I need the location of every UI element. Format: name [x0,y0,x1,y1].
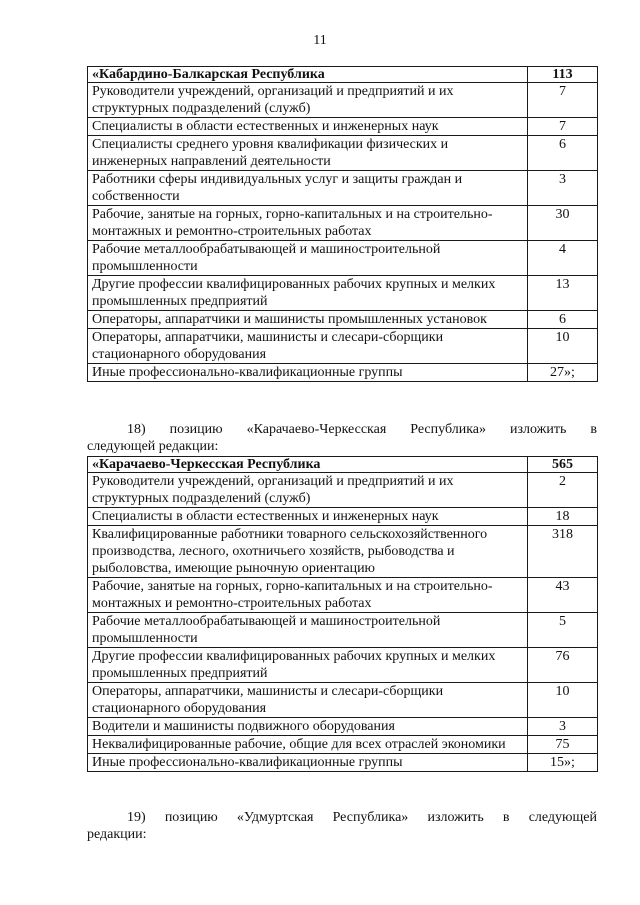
row-value: 4 [528,241,598,276]
row-label: Специалисты в области естественных и инженерных наук [88,508,528,526]
row-value: 10 [528,683,598,718]
table-row [88,648,598,683]
table-total: 565 [528,457,598,473]
paragraph-word: следующей [528,810,597,825]
row-value: 75 [528,736,598,754]
table-title: «Кабардино-Балкарская Республика [88,67,528,83]
row-label: Другие профессии квалифицированных рабочих крупных и мелких промышленных предприятий [88,648,528,683]
row-label: Другие профессии квалифицированных рабочих крупных и мелких промышленных предприятий [88,276,528,311]
table-row [88,578,598,613]
row-label: Специалисты среднего уровня квалификации физических и инженерных направлений деятельности [88,136,528,171]
paragraph-word: «Карачаево-Черкесская [246,422,387,437]
kabardino-balkaria-table [87,66,598,382]
row-label: Работники сферы индивидуальных услуг и защиты граждан и собственности [88,171,528,206]
row-label: Рабочие металлообрабатывающей и машиностроительной промышленности [88,613,528,648]
paragraph-word: в [590,422,597,437]
row-value: 76 [528,648,598,683]
row-value: 27»; [528,364,598,382]
row-value: 18 [528,508,598,526]
table-row [88,508,598,526]
row-value: 318 [528,526,598,578]
row-value: 7 [528,83,598,118]
row-value: 2 [528,473,598,508]
table-row [88,329,598,364]
table-row [88,206,598,241]
row-label: Рабочие металлообрабатывающей и машиностроительной промышленности [88,241,528,276]
table-title: «Карачаево-Черкесская Республика [88,457,528,473]
paragraph-word: позицию [164,810,218,825]
paragraph-word: изложить [427,810,484,825]
row-label: Операторы, аппаратчики, машинисты и слесари-сборщики стационарного оборудования [88,329,528,364]
row-value: 3 [528,718,598,736]
table-header-row [88,457,598,473]
row-value: 7 [528,118,598,136]
paragraph-word: позицию [169,422,223,437]
table-row [88,136,598,171]
paragraph-word: в [502,810,510,825]
paragraph-word: Республика» [332,810,409,825]
row-value: 43 [528,578,598,613]
table-row [88,718,598,736]
table-row [88,118,598,136]
row-value: 10 [528,329,598,364]
page-number: 11 [313,33,327,48]
table-row [88,473,598,508]
row-label: Руководители учреждений, организаций и предприятий и их структурных подразделений (служб) [88,83,528,118]
table-header-row [88,67,598,83]
paragraph-word: 19) [127,810,146,825]
table-row [88,754,598,772]
paragraph-word: «Удмуртская [236,810,314,825]
row-label: Операторы, аппаратчики, машинисты и слесари-сборщики стационарного оборудования [88,683,528,718]
table-row [88,683,598,718]
karachay-cherkessia-table [87,456,598,772]
row-value: 6 [528,136,598,171]
row-label: Иные профессионально-квалификационные группы [88,754,528,772]
paragraph-line [87,809,597,826]
table-row [88,613,598,648]
row-label: Рабочие, занятые на горных, горно-капитальных и на строительно-монтажных и ремонтно-строительных работах [88,206,528,241]
table-row [88,83,598,118]
table-row [88,526,598,578]
row-value: 15»; [528,754,598,772]
table-row [88,276,598,311]
row-label: Водители и машинисты подвижного оборудования [88,718,528,736]
row-value: 13 [528,276,598,311]
table-row [88,241,598,276]
paragraph-line: редакции: [87,827,147,842]
row-value: 6 [528,311,598,329]
table-row [88,736,598,754]
row-label: Неквалифицированные рабочие, общие для всех отраслей экономики [88,736,528,754]
table-total: 113 [528,67,598,83]
table-row [88,364,598,382]
row-label: Квалифицированные работники товарного сельскохозяйственного производства, лесного, охотничьего хозяйств, рыбоводства и рыболовства, имеющие рыночную ориентацию [88,526,528,578]
row-value: 3 [528,171,598,206]
paragraph-word: Республика» [410,422,487,437]
paragraph-word: изложить [510,422,567,437]
paragraph-19 [87,809,597,843]
paragraph-line [87,421,597,438]
table-row [88,311,598,329]
table-row [88,171,598,206]
row-value: 30 [528,206,598,241]
row-label: Иные профессионально-квалификационные группы [88,364,528,382]
row-label: Специалисты в области естественных и инженерных наук [88,118,528,136]
row-label: Рабочие, занятые на горных, горно-капитальных и на строительно-монтажных и ремонтно-строительных работах [88,578,528,613]
paragraph-line: следующей редакции: [87,439,219,454]
row-label: Операторы, аппаратчики и машинисты промышленных установок [88,311,528,329]
paragraph-18 [87,421,597,455]
row-label: Руководители учреждений, организаций и предприятий и их структурных подразделений (служб) [88,473,528,508]
row-value: 5 [528,613,598,648]
paragraph-word: 18) [127,422,146,437]
